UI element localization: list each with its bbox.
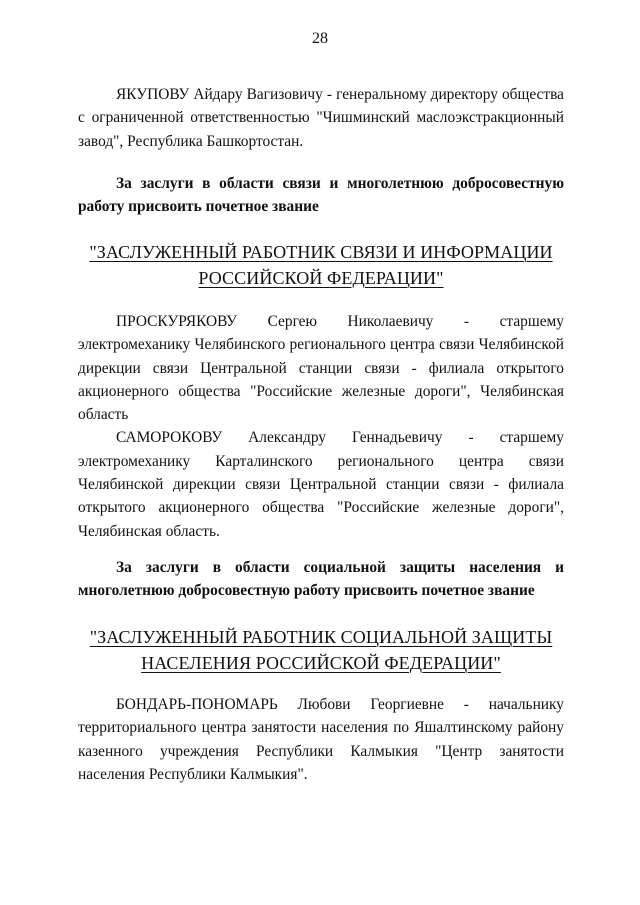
awardee-list xyxy=(78,83,564,153)
award-heading-text: За заслуги в области социальной защиты населения и многолетнюю добросовестную работу присвоить почетное звание xyxy=(78,559,564,600)
honorary-title-line: "ЗАСЛУЖЕННЫЙ РАБОТНИК СВЯЗИ И ИНФОРМАЦИИ xyxy=(89,242,553,262)
awardee-entry: ПРОСКУРЯКОВУ Сергею Николаевичу - старшему электромеханику Челябинского регионального центра связи Челябинской дирекции связи Центральной станции связи - филиала открытого акционерного общества "Российские железные дороги", Челябинская область xyxy=(78,313,564,424)
honorary-title-line: "ЗАСЛУЖЕННЫЙ РАБОТНИК СОЦИАЛЬНОЙ ЗАЩИТЫ xyxy=(89,627,553,647)
section-heading xyxy=(78,556,564,603)
awardee-entry: ЯКУПОВУ Айдару Вагизовичу - генеральному директору общества с ограниченной ответственностью "Чишминский маслоэкстракционный завод", Республика Башкортостан. xyxy=(78,86,564,150)
awardee-list xyxy=(78,693,564,786)
awardee-entry: БОНДАРЬ-ПОНОМАРЬ Любови Георгиевне - начальнику территориального центра занятости населения по Яшалтинскому району казенного учреждения Республики Калмыкия "Центр занятости населения Республики Калмыкия". xyxy=(78,696,564,783)
honorary-title xyxy=(78,239,564,291)
award-heading-text: За заслуги в области связи и многолетнюю добросовестную работу присвоить почетное звание xyxy=(78,175,564,216)
honorary-title-line: НАСЕЛЕНИЯ РОССИЙСКОЙ ФЕДЕРАЦИИ" xyxy=(141,653,501,673)
section-heading xyxy=(78,172,564,219)
awardee-entry: САМОРОКОВУ Александру Геннадьевичу - старшему электромеханику Карталинского регионального центра связи Челябинской дирекции связи Центральной станции связи - филиала открытого акционерного общества "Российские железные дороги", Челябинская область. xyxy=(78,429,564,540)
awardee-list xyxy=(78,310,564,543)
honorary-title xyxy=(78,624,564,676)
page-number: 28 xyxy=(312,30,328,47)
honorary-title-line: РОССИЙСКОЙ ФЕДЕРАЦИИ" xyxy=(198,268,444,288)
